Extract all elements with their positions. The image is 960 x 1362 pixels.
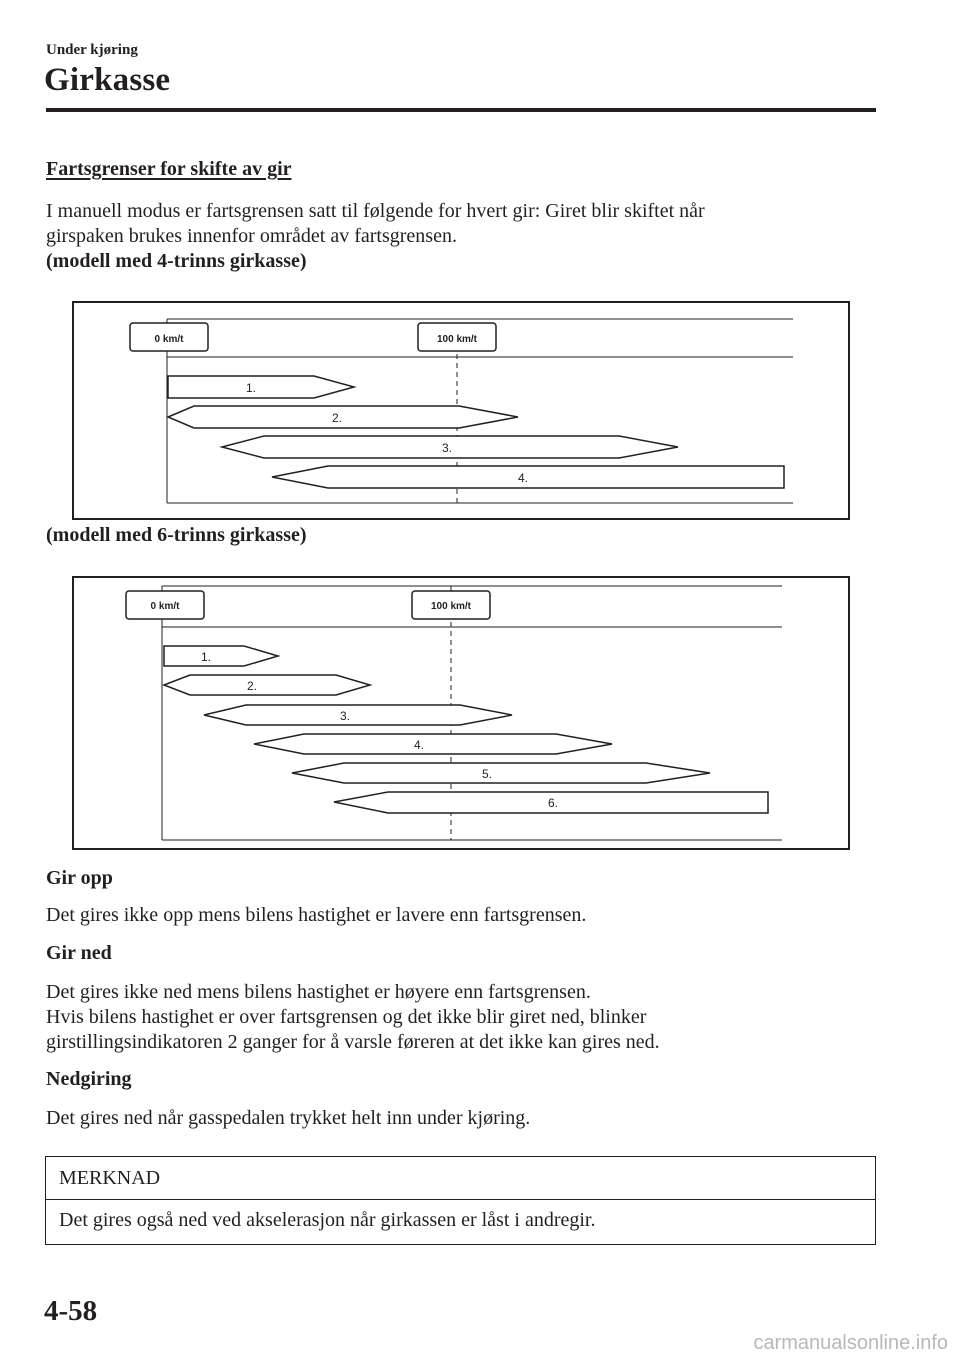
- speed-marker-100: [412, 591, 490, 619]
- gear-range-1: [164, 646, 278, 666]
- page-number: 4-58: [44, 1295, 98, 1327]
- gear-diagram-4-speed: [72, 301, 850, 520]
- downshift-line-2: Hvis bilens hastighet er over fartsgrensen og det ikke blir giret ned, blinker: [46, 1006, 647, 1028]
- gear-label-1: 1.: [201, 650, 212, 664]
- gear-label-2: 2.: [247, 679, 258, 693]
- speed-label-100: 100 km/t: [436, 334, 478, 345]
- gear-label-6: 6.: [548, 796, 559, 810]
- intro-line-1: I manuell modus er fartsgrensen satt til følgende for hvert gir: Giret blir skiftet når: [46, 200, 705, 222]
- downshift-paragraph: [46, 980, 866, 1055]
- kickdown-text: Det gires ned når gasspedalen trykket helt inn under kjøring.: [46, 1107, 531, 1129]
- note-text: Det gires også ned ved akselerasjon når girkassen er låst i andregir.: [59, 1209, 596, 1231]
- gear-range-3: [204, 705, 512, 725]
- page-title: Girkasse: [44, 62, 171, 98]
- intro-paragraph: [46, 199, 866, 274]
- upshift-text: Det gires ikke opp mens bilens hastighet er lavere enn fartsgrensen.: [46, 904, 587, 926]
- section-label: Under kjøring: [46, 42, 138, 58]
- kickdown-heading: Nedgiring: [46, 1068, 132, 1090]
- gear-range-2: [164, 675, 370, 695]
- gear-label-3: 3.: [442, 441, 453, 455]
- gear-label-4: 4.: [518, 471, 529, 485]
- intro-line-2: girspaken brukes innenfor området av fartsgrensen.: [46, 225, 457, 247]
- note-divider: [46, 1199, 875, 1200]
- gear-label-3: 3.: [340, 709, 351, 723]
- note-heading: MERKNAD: [59, 1167, 161, 1189]
- gear-range-4: [254, 734, 612, 754]
- gear-diagram-6-speed: [72, 576, 850, 850]
- downshift-line-3: girstillingsindikatoren 2 ganger for å varsle føreren at det ikke kan gires ned.: [46, 1031, 660, 1053]
- downshift-line-1: Det gires ikke ned mens bilens hastighet er høyere enn fartsgrensen.: [46, 981, 591, 1003]
- gear-range-5: [292, 763, 710, 783]
- title-rule: [46, 108, 876, 112]
- speed-label-0: 0 km/t: [154, 334, 184, 345]
- gear-label-1: 1.: [246, 381, 257, 395]
- speed-marker-0: [126, 591, 204, 619]
- upshift-heading: Gir opp: [46, 867, 113, 889]
- gear-label-4: 4.: [414, 738, 425, 752]
- note-box: [45, 1156, 876, 1245]
- watermark: carmanualsonline.info: [753, 1332, 948, 1354]
- section-heading: Fartsgrenser for skifte av gir: [46, 158, 292, 180]
- model-4-label: (modell med 4-trinns girkasse): [46, 250, 307, 272]
- gear-label-2: 2.: [332, 411, 343, 425]
- speed-label-100: 100 km/t: [430, 601, 472, 612]
- speed-marker-100: [418, 323, 496, 351]
- speed-marker-0: [130, 323, 208, 351]
- gear-range-1: [168, 376, 354, 398]
- gear-range-2: [168, 406, 518, 428]
- model-6-label: (modell med 6-trinns girkasse): [46, 524, 307, 546]
- downshift-heading: Gir ned: [46, 942, 112, 964]
- speed-label-0: 0 km/t: [150, 601, 180, 612]
- gear-label-5: 5.: [482, 767, 493, 781]
